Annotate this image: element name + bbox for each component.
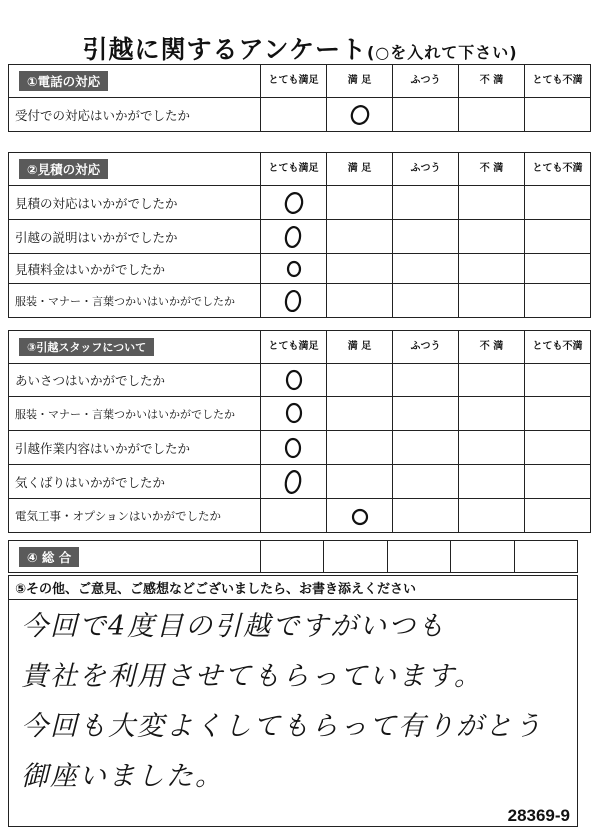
column-header: とても満足 xyxy=(261,331,327,364)
answer-cell[interactable] xyxy=(525,364,591,397)
answer-cell[interactable] xyxy=(327,284,393,318)
answer-cell[interactable] xyxy=(525,431,591,465)
answer-cell[interactable] xyxy=(525,254,591,284)
section-staff xyxy=(8,330,591,533)
circle-mark-icon xyxy=(281,224,307,250)
column-header: 不 満 xyxy=(459,65,525,98)
answer-cell[interactable] xyxy=(327,431,393,465)
answer-cell[interactable] xyxy=(459,254,525,284)
section-overall xyxy=(8,540,578,573)
column-header: とても不満 xyxy=(525,65,591,98)
answer-cell[interactable] xyxy=(327,254,393,284)
answer-cell[interactable] xyxy=(327,364,393,397)
answer-cell[interactable] xyxy=(327,499,393,533)
section-title: ①電話の対応 xyxy=(19,71,108,91)
column-header: 不 満 xyxy=(459,331,525,364)
answer-cell[interactable] xyxy=(393,254,459,284)
answer-cell[interactable] xyxy=(327,98,393,132)
answer-cell[interactable] xyxy=(261,364,327,397)
column-header: とても満足 xyxy=(261,153,327,186)
answer-cell[interactable] xyxy=(459,431,525,465)
answer-cell[interactable] xyxy=(393,98,459,132)
column-header: 満 足 xyxy=(327,331,393,364)
answer-cell[interactable] xyxy=(393,499,459,533)
circle-mark-icon xyxy=(281,288,307,314)
answer-cell[interactable] xyxy=(459,397,525,431)
question-row xyxy=(9,254,591,284)
answer-cell[interactable] xyxy=(451,541,514,573)
answer-cell[interactable] xyxy=(393,186,459,220)
question-label: 気くばりはいかがでしたか xyxy=(9,465,261,499)
question-row xyxy=(9,397,591,431)
answer-cell[interactable] xyxy=(459,98,525,132)
question-label: 服装・マナー・言葉つかいはいかがでしたか xyxy=(9,397,261,431)
comments-label: ⑤その他、ご意見、ご感想などございましたら、お書き添えください xyxy=(9,576,577,600)
column-header: 満 足 xyxy=(327,65,393,98)
answer-cell[interactable] xyxy=(393,284,459,318)
section-title: ④ 総 合 xyxy=(19,547,79,567)
column-header: 満 足 xyxy=(327,153,393,186)
answer-cell[interactable] xyxy=(387,541,450,573)
comments-box xyxy=(8,575,578,827)
answer-cell[interactable] xyxy=(393,364,459,397)
section-estimate xyxy=(8,152,591,318)
section-phone xyxy=(8,64,591,132)
answer-cell[interactable] xyxy=(459,364,525,397)
question-row xyxy=(9,284,591,318)
question-row xyxy=(9,98,591,132)
question-label: 引越の説明はいかがでしたか xyxy=(9,220,261,254)
column-header: ふつう xyxy=(393,331,459,364)
question-row xyxy=(9,186,591,220)
answer-cell[interactable] xyxy=(393,465,459,499)
answer-cell[interactable] xyxy=(393,397,459,431)
title-main: 引越に関するアンケート xyxy=(82,35,367,64)
answer-cell[interactable] xyxy=(393,431,459,465)
circle-mark-icon xyxy=(281,435,307,461)
question-row xyxy=(9,465,591,499)
column-header: とても満足 xyxy=(261,65,327,98)
answer-cell[interactable] xyxy=(525,465,591,499)
question-label: 電気工事・オプションはいかがでしたか xyxy=(9,499,261,533)
answer-cell[interactable] xyxy=(261,186,327,220)
answer-cell[interactable] xyxy=(525,220,591,254)
answer-cell[interactable] xyxy=(525,186,591,220)
answer-cell[interactable] xyxy=(514,541,577,573)
answer-cell[interactable] xyxy=(459,499,525,533)
question-label: 見積料金はいかがでしたか xyxy=(9,254,261,284)
answer-cell[interactable] xyxy=(261,98,327,132)
answer-cell[interactable] xyxy=(525,98,591,132)
page-title xyxy=(0,30,600,66)
answer-cell[interactable] xyxy=(525,499,591,533)
column-header: ふつう xyxy=(393,65,459,98)
answer-cell[interactable] xyxy=(459,220,525,254)
question-row xyxy=(9,499,591,533)
answer-cell[interactable] xyxy=(324,541,387,573)
title-sub: (○を入れて下さい) xyxy=(366,43,518,62)
circle-mark-icon xyxy=(281,190,307,216)
question-label: 引越作業内容はいかがでしたか xyxy=(9,431,261,465)
answer-cell[interactable] xyxy=(261,284,327,318)
answer-cell[interactable] xyxy=(459,284,525,318)
circle-mark-icon xyxy=(347,103,373,127)
question-row xyxy=(9,220,591,254)
answer-cell[interactable] xyxy=(261,220,327,254)
question-row xyxy=(9,364,591,397)
circle-mark-icon xyxy=(281,401,307,427)
column-header: 不 満 xyxy=(459,153,525,186)
section-title: ③引越スタッフについて xyxy=(19,338,154,356)
answer-cell[interactable] xyxy=(459,186,525,220)
circle-mark-icon xyxy=(282,258,306,280)
answer-cell[interactable] xyxy=(525,284,591,318)
column-header: とても不満 xyxy=(525,153,591,186)
handwritten-line: 貴社を利用させてもらっています。 xyxy=(21,661,483,692)
question-label: 受付での対応はいかがでしたか xyxy=(9,98,261,132)
answer-cell[interactable] xyxy=(261,431,327,465)
answer-cell[interactable] xyxy=(261,397,327,431)
circle-mark-icon xyxy=(281,468,307,496)
circle-mark-icon xyxy=(348,505,372,527)
answer-cell[interactable] xyxy=(327,186,393,220)
form-number: 28369-9 xyxy=(507,806,570,825)
answer-cell[interactable] xyxy=(327,220,393,254)
question-label: 見積の対応はいかがでしたか xyxy=(9,186,261,220)
section-title: ②見積の対応 xyxy=(19,159,108,179)
question-label: 服装・マナー・言葉つかいはいかがでしたか xyxy=(9,284,261,318)
answer-cell[interactable] xyxy=(327,465,393,499)
answer-cell[interactable] xyxy=(261,465,327,499)
handwritten-line: 今回で4度目の引越ですがいつも xyxy=(21,611,447,642)
circle-mark-icon xyxy=(281,367,307,393)
handwritten-line: 御座いました。 xyxy=(21,761,224,792)
column-header: ふつう xyxy=(393,153,459,186)
answer-cell[interactable] xyxy=(327,397,393,431)
answer-cell[interactable] xyxy=(459,465,525,499)
answer-cell[interactable] xyxy=(261,254,327,284)
answer-cell[interactable] xyxy=(261,541,324,573)
answer-cell[interactable] xyxy=(525,397,591,431)
column-header: とても不満 xyxy=(525,331,591,364)
question-row xyxy=(9,431,591,465)
answer-cell[interactable] xyxy=(393,220,459,254)
question-label: あいさつはいかがでしたか xyxy=(9,364,261,397)
handwritten-line: 今回も大変よくしてもらって有りがとう xyxy=(21,711,543,742)
answer-cell[interactable] xyxy=(261,499,327,533)
